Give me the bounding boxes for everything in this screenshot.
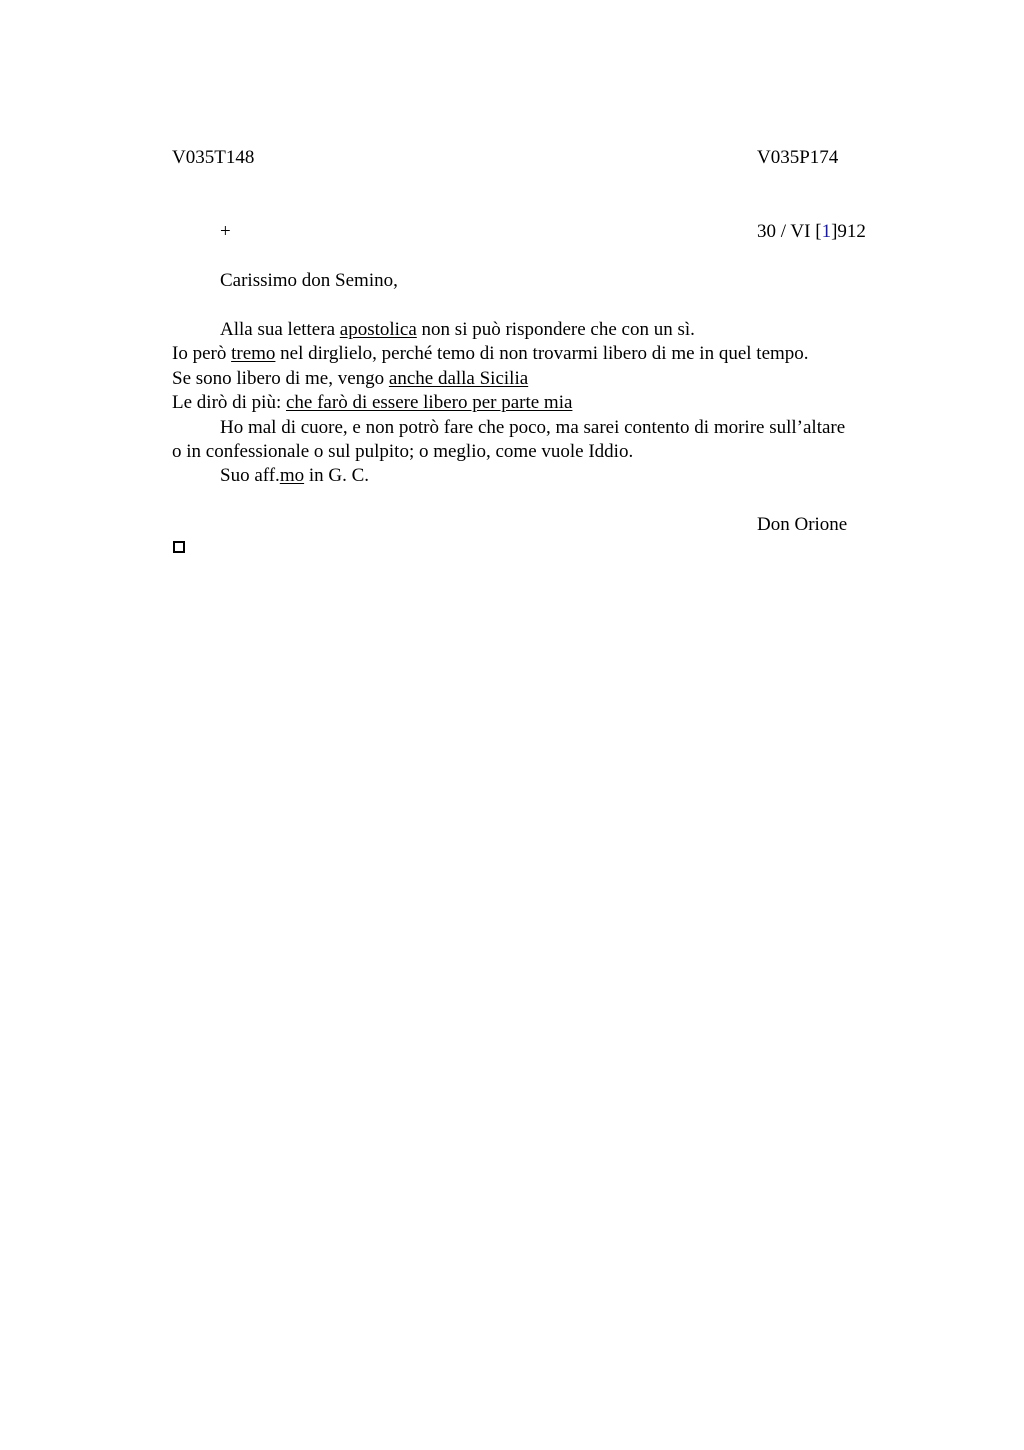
underlined-text: che farò di essere libero per parte mia — [285, 392, 573, 413]
text: Suo aff. — [220, 465, 280, 486]
date-part-1: 30 / VI [ — [757, 221, 822, 242]
letter-date — [757, 220, 866, 244]
date-inserted-digit: 1 — [821, 221, 832, 242]
underlined-text: anche dalla Sicilia — [388, 368, 529, 389]
text: Alla sua lettera — [220, 319, 340, 340]
text: Se sono libero di me, vengo — [172, 368, 389, 389]
closing-line — [220, 464, 369, 488]
body-line-2 — [172, 342, 809, 366]
body-line-6: o in confessionale o sul pulpito; o meglio, come vuole Iddio. — [172, 441, 634, 462]
date-part-2: ]912 — [831, 221, 866, 242]
end-marker-box-icon — [173, 541, 185, 553]
text: Le dirò di più: — [172, 392, 286, 413]
document-code-right: V035P174 — [757, 147, 839, 168]
text: in G. C. — [304, 465, 370, 486]
text: non si può rispondere che con un sì. — [416, 319, 695, 340]
text: nel dirglielo, perché temo di non trovarmi libero di me in quel tempo. — [275, 343, 809, 364]
body-line-5: Ho mal di cuore, e non potrò fare che poco, ma sarei contento di morire sull’altare — [220, 417, 846, 438]
underlined-text: tremo — [231, 343, 276, 364]
body-line-1 — [220, 318, 695, 342]
underlined-text: apostolica — [339, 319, 417, 340]
cross-mark: + — [220, 221, 231, 242]
salutation: Carissimo don Semino, — [220, 270, 398, 291]
body-line-4 — [172, 391, 572, 415]
underlined-text: mo — [279, 465, 305, 486]
body-line-3 — [172, 367, 528, 391]
signature: Don Orione — [757, 514, 848, 535]
document-code-left: V035T148 — [172, 147, 255, 168]
text: Io però — [172, 343, 232, 364]
